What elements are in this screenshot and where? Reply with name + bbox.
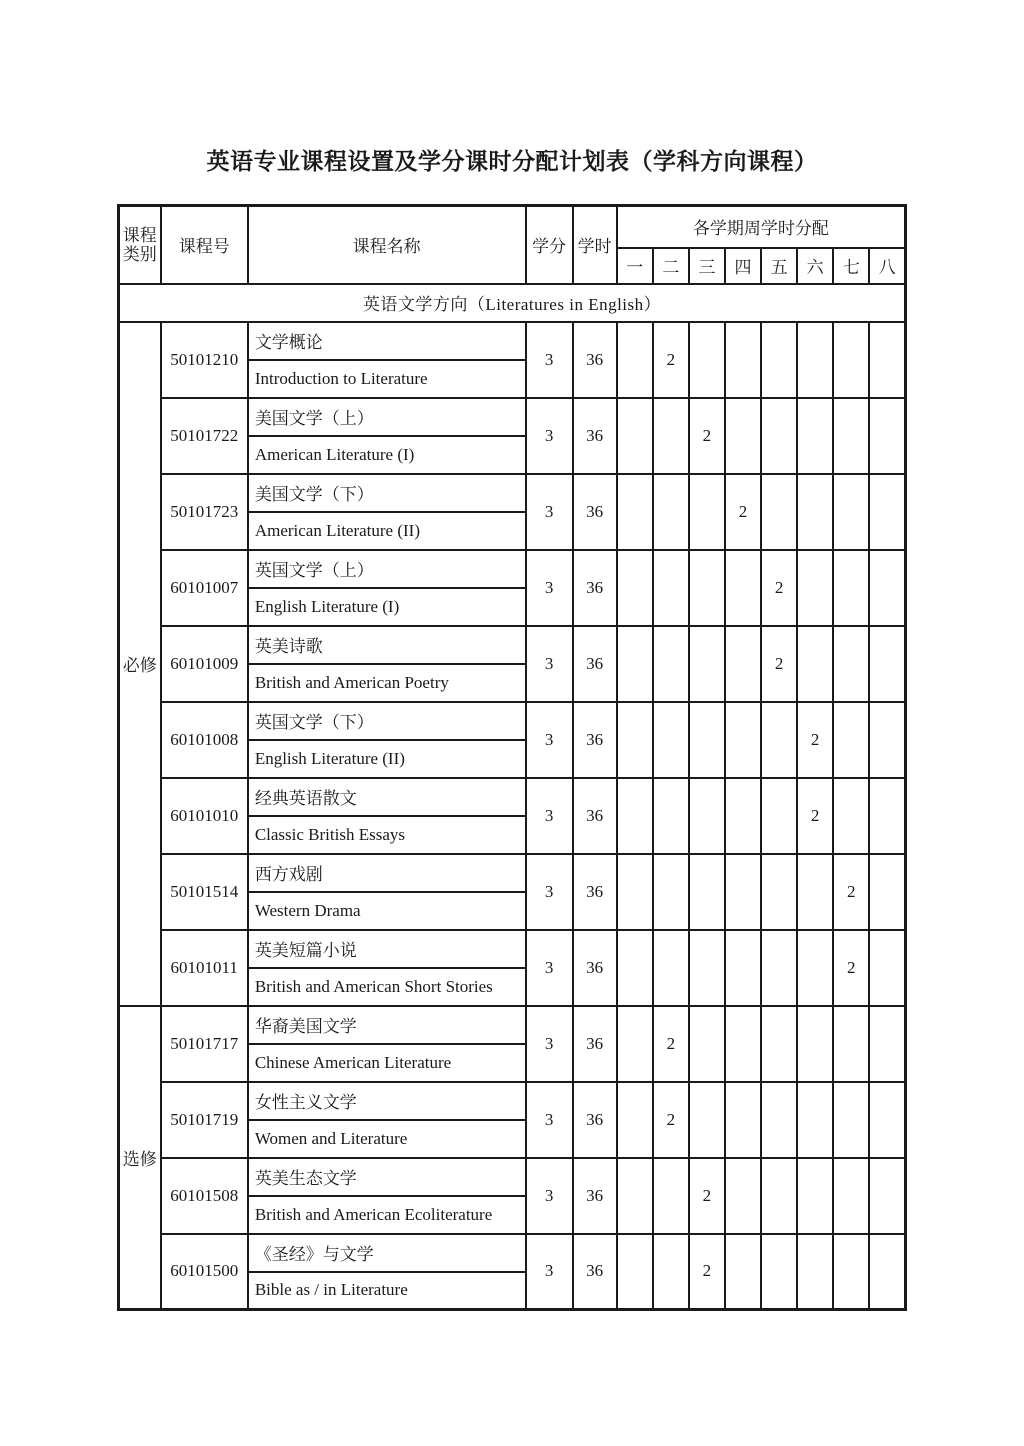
semester-1-hours-cell (617, 1082, 653, 1158)
semester-4-hours-cell (725, 322, 761, 398)
semester-1-hours-cell (617, 702, 653, 778)
header-semester-8: 八 (869, 248, 905, 284)
semester-2-hours-cell (653, 1158, 689, 1234)
semester-7-hours-cell (833, 1158, 869, 1234)
semester-4-hours-cell (725, 1158, 761, 1234)
semester-5-hours-cell: 2 (761, 626, 797, 702)
section-row (119, 284, 906, 322)
semester-3-hours-cell (689, 322, 725, 398)
semester-1-hours-cell (617, 1006, 653, 1082)
course-row (119, 778, 906, 816)
semester-4-hours-cell (725, 1234, 761, 1310)
semester-3-hours-cell: 2 (689, 1234, 725, 1310)
course-name-en-cell: Classic British Essays (248, 816, 526, 854)
table-body (119, 284, 906, 1310)
course-row (119, 322, 906, 360)
semester-3-hours-cell (689, 1006, 725, 1082)
semester-5-hours-cell: 2 (761, 550, 797, 626)
course-name-en-cell: Chinese American Literature (248, 1044, 526, 1082)
semester-5-hours-cell (761, 474, 797, 550)
semester-3-hours-cell (689, 854, 725, 930)
semester-3-hours-cell (689, 778, 725, 854)
table-header (119, 206, 906, 284)
semester-5-hours-cell (761, 930, 797, 1006)
semester-5-hours-cell (761, 398, 797, 474)
course-row (119, 1234, 906, 1272)
semester-7-hours-cell (833, 1082, 869, 1158)
semester-7-hours-cell: 2 (833, 930, 869, 1006)
semester-4-hours-cell (725, 550, 761, 626)
semester-4-hours-cell (725, 854, 761, 930)
course-name-cn-cell: 女性主义文学 (248, 1082, 526, 1120)
semester-8-hours-cell (869, 930, 905, 1006)
header-semester-4: 四 (725, 248, 761, 284)
semester-1-hours-cell (617, 1234, 653, 1310)
hours-cell: 36 (573, 398, 617, 474)
hours-cell: 36 (573, 1082, 617, 1158)
semester-4-hours-cell (725, 930, 761, 1006)
hours-cell: 36 (573, 1158, 617, 1234)
hours-cell: 36 (573, 626, 617, 702)
semester-2-hours-cell (653, 1234, 689, 1310)
semester-5-hours-cell (761, 1158, 797, 1234)
semester-1-hours-cell (617, 550, 653, 626)
semester-1-hours-cell (617, 854, 653, 930)
course-no-cell: 50101723 (161, 474, 248, 550)
hours-cell: 36 (573, 778, 617, 854)
category-cell: 必修 (119, 322, 161, 1006)
semester-3-hours-cell: 2 (689, 398, 725, 474)
course-row (119, 1082, 906, 1120)
semester-7-hours-cell (833, 398, 869, 474)
semester-7-hours-cell (833, 626, 869, 702)
credits-cell: 3 (526, 1006, 573, 1082)
credits-cell: 3 (526, 778, 573, 854)
semester-2-hours-cell (653, 702, 689, 778)
credits-cell: 3 (526, 626, 573, 702)
credits-cell: 3 (526, 930, 573, 1006)
semester-7-hours-cell (833, 1234, 869, 1310)
course-name-cn-cell: 《圣经》与文学 (248, 1234, 526, 1272)
hours-cell: 36 (573, 474, 617, 550)
semester-5-hours-cell (761, 1006, 797, 1082)
header-semester-1: 一 (617, 248, 653, 284)
semester-1-hours-cell (617, 778, 653, 854)
semester-8-hours-cell (869, 1234, 905, 1310)
course-row (119, 1158, 906, 1196)
header-semester-3: 三 (689, 248, 725, 284)
semester-2-hours-cell: 2 (653, 1006, 689, 1082)
course-name-en-cell: British and American Poetry (248, 664, 526, 702)
semester-3-hours-cell (689, 702, 725, 778)
hours-cell: 36 (573, 702, 617, 778)
course-no-cell: 60101500 (161, 1234, 248, 1310)
semester-7-hours-cell: 2 (833, 854, 869, 930)
course-row (119, 550, 906, 588)
credits-cell: 3 (526, 1158, 573, 1234)
course-no-cell: 50101514 (161, 854, 248, 930)
course-name-cn-cell: 美国文学（下） (248, 474, 526, 512)
credits-cell: 3 (526, 702, 573, 778)
category-cell: 选修 (119, 1006, 161, 1310)
semester-7-hours-cell (833, 550, 869, 626)
credits-cell: 3 (526, 1082, 573, 1158)
course-name-cn-cell: 华裔美国文学 (248, 1006, 526, 1044)
semester-2-hours-cell (653, 550, 689, 626)
course-name-en-cell: English Literature (I) (248, 588, 526, 626)
semester-1-hours-cell (617, 626, 653, 702)
course-name-en-cell: Women and Literature (248, 1120, 526, 1158)
course-name-en-cell: Bible as / in Literature (248, 1272, 526, 1310)
semester-2-hours-cell (653, 854, 689, 930)
course-no-cell: 50101210 (161, 322, 248, 398)
semester-8-hours-cell (869, 854, 905, 930)
credits-cell: 3 (526, 398, 573, 474)
semester-7-hours-cell (833, 474, 869, 550)
semester-5-hours-cell (761, 1082, 797, 1158)
semester-4-hours-cell (725, 778, 761, 854)
semester-4-hours-cell (725, 1082, 761, 1158)
semester-7-hours-cell (833, 702, 869, 778)
semester-6-hours-cell (797, 398, 833, 474)
semester-8-hours-cell (869, 474, 905, 550)
course-no-cell: 50101717 (161, 1006, 248, 1082)
hours-cell: 36 (573, 930, 617, 1006)
course-name-cn-cell: 英美诗歌 (248, 626, 526, 664)
course-no-cell: 60101009 (161, 626, 248, 702)
semester-3-hours-cell (689, 550, 725, 626)
course-no-cell: 60101007 (161, 550, 248, 626)
semester-6-hours-cell (797, 474, 833, 550)
course-no-cell: 50101722 (161, 398, 248, 474)
semester-2-hours-cell (653, 474, 689, 550)
header-credits: 学分 (526, 206, 573, 284)
header-semester-6: 六 (797, 248, 833, 284)
semester-1-hours-cell (617, 1158, 653, 1234)
semester-5-hours-cell (761, 322, 797, 398)
semester-4-hours-cell (725, 398, 761, 474)
course-row (119, 930, 906, 968)
semester-4-hours-cell (725, 626, 761, 702)
semester-1-hours-cell (617, 930, 653, 1006)
course-name-en-cell: American Literature (I) (248, 436, 526, 474)
course-row (119, 474, 906, 512)
course-no-cell: 60101011 (161, 930, 248, 1006)
semester-1-hours-cell (617, 322, 653, 398)
semester-2-hours-cell (653, 626, 689, 702)
semester-6-hours-cell (797, 930, 833, 1006)
course-name-cn-cell: 英国文学（上） (248, 550, 526, 588)
course-no-cell: 60101508 (161, 1158, 248, 1234)
course-name-cn-cell: 英美短篇小说 (248, 930, 526, 968)
header-hours: 学时 (573, 206, 617, 284)
course-name-en-cell: American Literature (II) (248, 512, 526, 550)
semester-6-hours-cell (797, 1082, 833, 1158)
course-row (119, 854, 906, 892)
credits-cell: 3 (526, 322, 573, 398)
hours-cell: 36 (573, 550, 617, 626)
semester-2-hours-cell: 2 (653, 322, 689, 398)
credits-cell: 3 (526, 854, 573, 930)
semester-6-hours-cell (797, 322, 833, 398)
semester-8-hours-cell (869, 778, 905, 854)
header-semester-5: 五 (761, 248, 797, 284)
semester-8-hours-cell (869, 1082, 905, 1158)
semester-2-hours-cell (653, 930, 689, 1006)
semester-5-hours-cell (761, 854, 797, 930)
semester-5-hours-cell (761, 1234, 797, 1310)
semester-6-hours-cell: 2 (797, 702, 833, 778)
course-name-en-cell: British and American Ecoliterature (248, 1196, 526, 1234)
semester-5-hours-cell (761, 778, 797, 854)
course-name-en-cell: Western Drama (248, 892, 526, 930)
credits-cell: 3 (526, 474, 573, 550)
semester-6-hours-cell (797, 854, 833, 930)
semester-7-hours-cell (833, 322, 869, 398)
course-name-en-cell: Introduction to Literature (248, 360, 526, 398)
header-course-no: 课程号 (161, 206, 248, 284)
semester-6-hours-cell (797, 1158, 833, 1234)
course-name-cn-cell: 美国文学（上） (248, 398, 526, 436)
semester-7-hours-cell (833, 1006, 869, 1082)
semester-1-hours-cell (617, 474, 653, 550)
semester-4-hours-cell (725, 1006, 761, 1082)
credits-cell: 3 (526, 1234, 573, 1310)
semester-7-hours-cell (833, 778, 869, 854)
semester-3-hours-cell (689, 474, 725, 550)
credits-cell: 3 (526, 550, 573, 626)
semester-6-hours-cell (797, 626, 833, 702)
header-row-top (119, 206, 906, 248)
course-name-cn-cell: 英国文学（下） (248, 702, 526, 740)
course-name-cn-cell: 英美生态文学 (248, 1158, 526, 1196)
semester-8-hours-cell (869, 550, 905, 626)
semester-8-hours-cell (869, 398, 905, 474)
semester-6-hours-cell (797, 550, 833, 626)
semester-3-hours-cell: 2 (689, 1158, 725, 1234)
course-name-en-cell: British and American Short Stories (248, 968, 526, 1006)
semester-8-hours-cell (869, 626, 905, 702)
semester-4-hours-cell: 2 (725, 474, 761, 550)
course-name-cn-cell: 文学概论 (248, 322, 526, 360)
header-semester-7: 七 (833, 248, 869, 284)
course-plan-table (117, 204, 907, 1311)
header-course-name: 课程名称 (248, 206, 526, 284)
course-name-cn-cell: 经典英语散文 (248, 778, 526, 816)
semester-8-hours-cell (869, 1006, 905, 1082)
course-row (119, 626, 906, 664)
semester-2-hours-cell: 2 (653, 1082, 689, 1158)
course-no-cell: 60101010 (161, 778, 248, 854)
course-row (119, 1006, 906, 1044)
semester-6-hours-cell (797, 1006, 833, 1082)
header-semester-2: 二 (653, 248, 689, 284)
section-header: 英语文学方向（Literatures in English） (119, 284, 906, 322)
semester-3-hours-cell (689, 1082, 725, 1158)
semester-3-hours-cell (689, 930, 725, 1006)
header-course-category: 课程类别 (119, 206, 161, 284)
hours-cell: 36 (573, 1006, 617, 1082)
course-no-cell: 50101719 (161, 1082, 248, 1158)
semester-8-hours-cell (869, 702, 905, 778)
semester-3-hours-cell (689, 626, 725, 702)
semester-6-hours-cell (797, 1234, 833, 1310)
hours-cell: 36 (573, 854, 617, 930)
semester-8-hours-cell (869, 1158, 905, 1234)
semester-1-hours-cell (617, 398, 653, 474)
hours-cell: 36 (573, 322, 617, 398)
course-row (119, 702, 906, 740)
hours-cell: 36 (573, 1234, 617, 1310)
semester-2-hours-cell (653, 398, 689, 474)
semester-2-hours-cell (653, 778, 689, 854)
page-title: 英语专业课程设置及学分课时分配计划表（学科方向课程） (206, 149, 818, 174)
semester-6-hours-cell: 2 (797, 778, 833, 854)
course-name-en-cell: English Literature (II) (248, 740, 526, 778)
header-semester-group: 各学期周学时分配 (617, 206, 906, 248)
semester-8-hours-cell (869, 322, 905, 398)
course-name-cn-cell: 西方戏剧 (248, 854, 526, 892)
semester-4-hours-cell (725, 702, 761, 778)
course-row (119, 398, 906, 436)
semester-5-hours-cell (761, 702, 797, 778)
course-no-cell: 60101008 (161, 702, 248, 778)
